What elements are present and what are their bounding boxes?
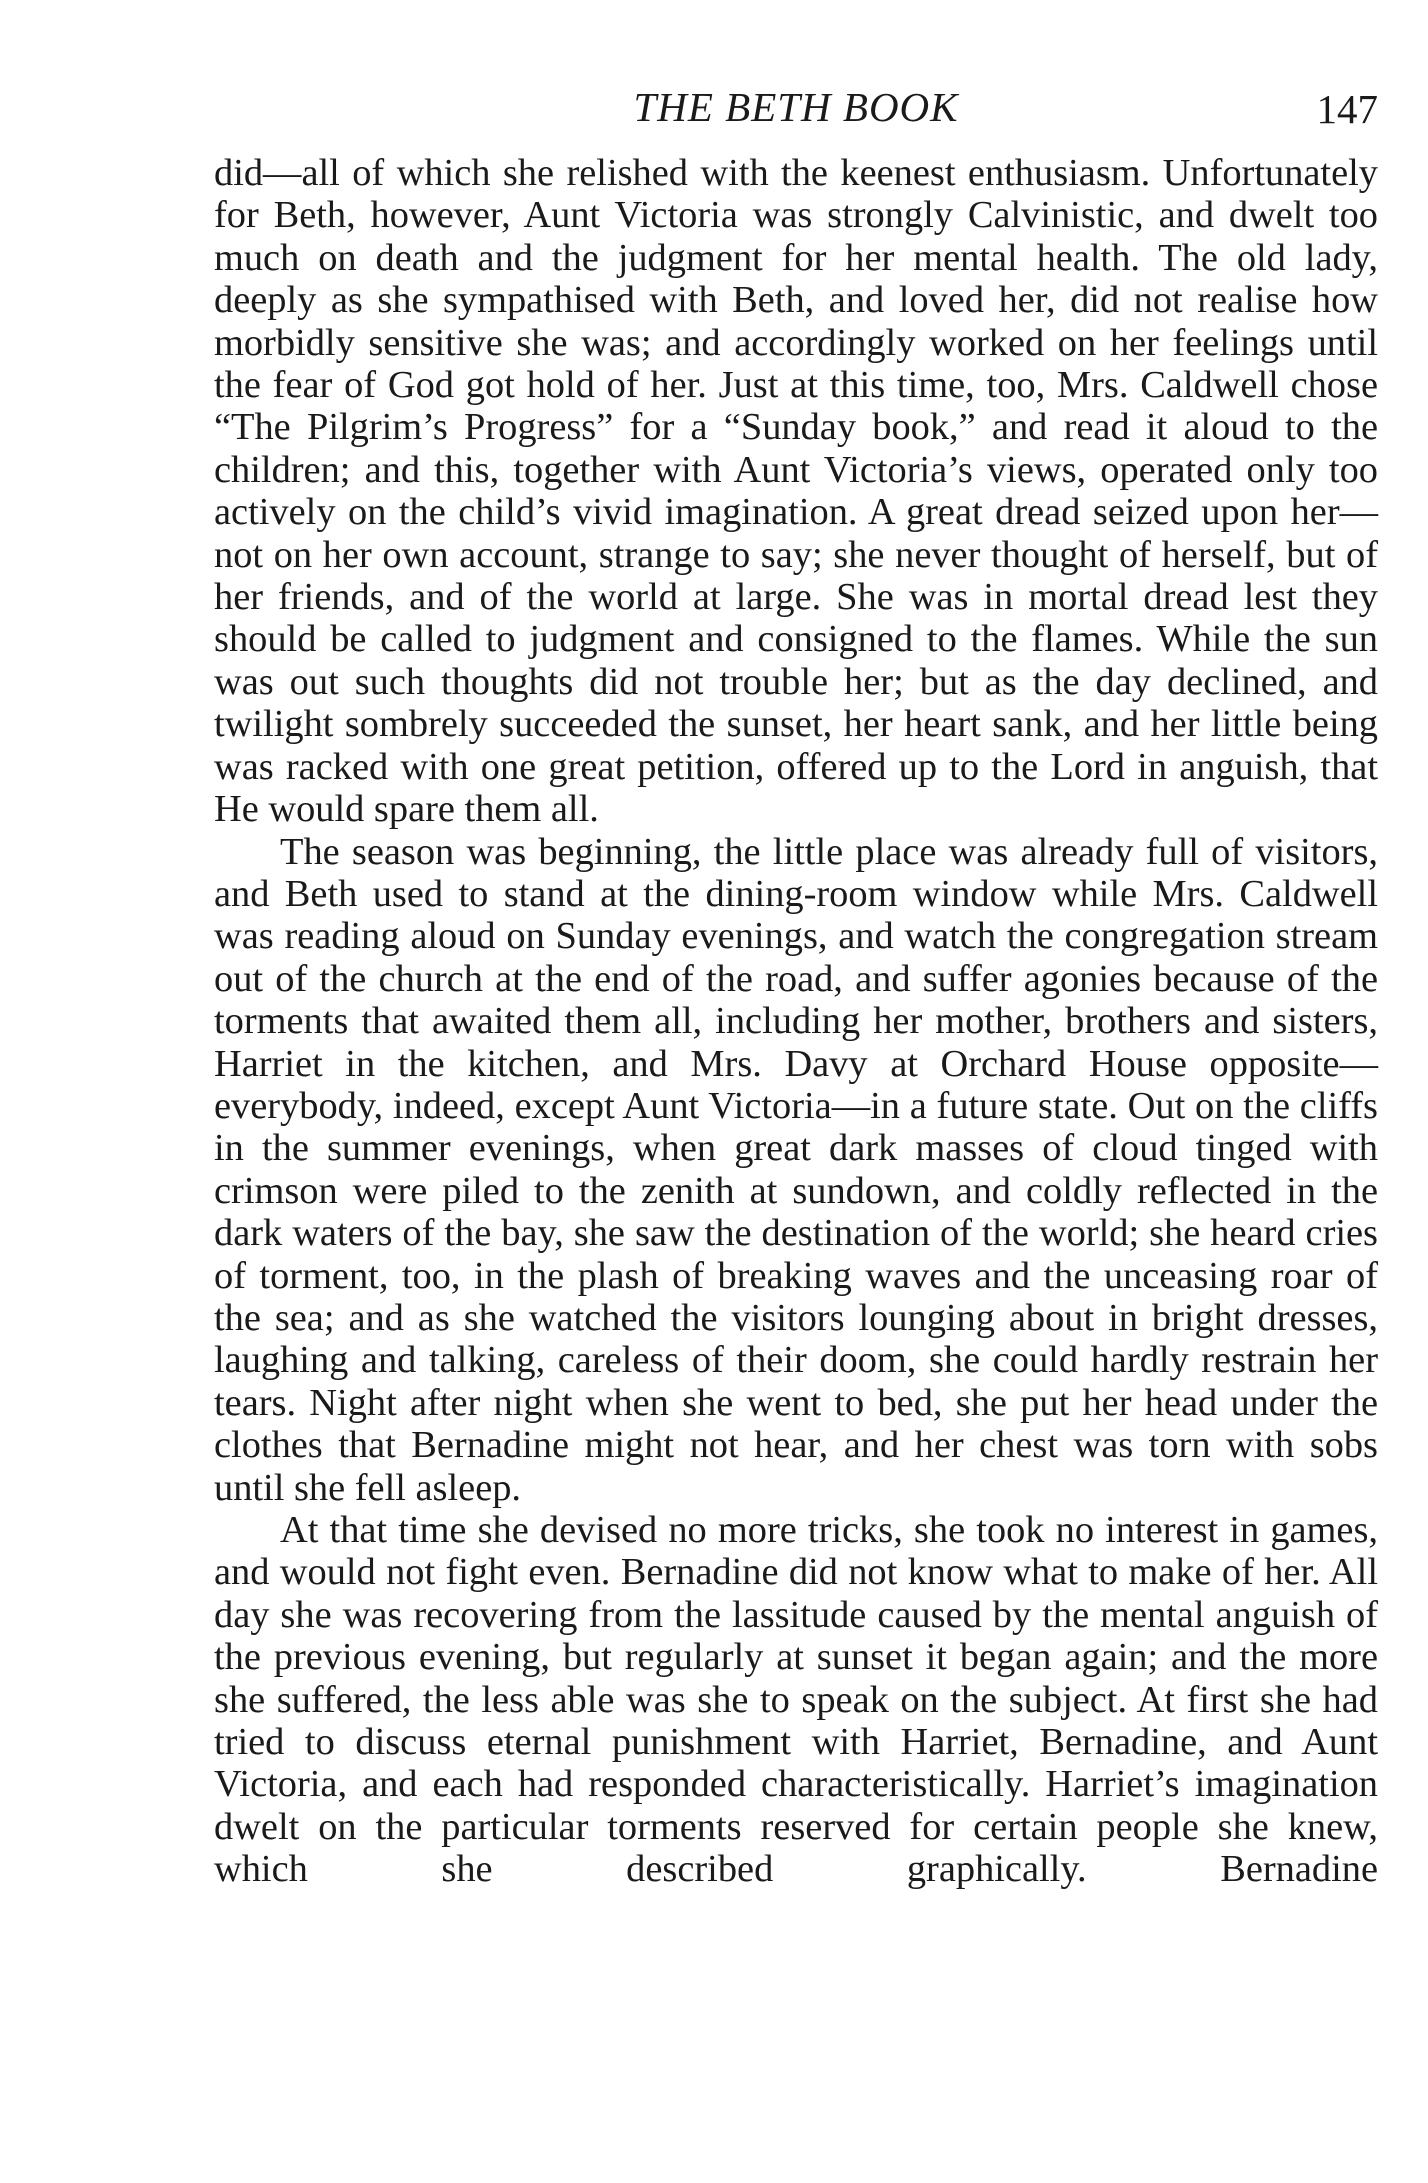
page-number: 147 bbox=[1316, 86, 1378, 132]
page-header bbox=[214, 82, 1378, 132]
paragraph-1: did—all of which she relished with the keenest enthusiasm. Unfortunately for Beth, however, Aunt Victoria was strongly Calvinistic, and dwelt too much on death and the judgment for her mental health. The old lady, deeply as she sympathised with Beth, and loved her, did not realise how morbidly sensitive she was; and accordingly worked on her feelings until the fear of God got hold of her. Just at this time, too, Mrs. Caldwell chose “The Pilgrim’s Progress” for a “Sunday book,” and read it aloud to the children; and this, together with Aunt Victoria’s views, operated only too actively on the child’s vivid imagination. A great dread seized upon her—not on her own account, strange to say; she never thought of herself, but of her friends, and of the world at large. She was in mortal dread lest they should be called to judgment and consigned to the flames. While the sun was out such thoughts did not trouble her; but as the day declined, and twilight sombrely succeeded the sunset, her heart sank, and her little being was racked with one great petition, offered up to the Lord in anguish, that He would spare them all. bbox=[214, 152, 1378, 831]
paragraph-3: At that time she devised no more tricks, she took no interest in games, and would not fight even. Bernadine did not know what to make of her. All day she was recovering from the lassitude caused by the mental anguish of the previous evening, but regularly at sunset it began again; and the more she suffered, the less able was she to speak on the subject. At first she had tried to discuss eternal punishment with Harriet, Bernadine, and Aunt Victoria, and each had responded characteristically. Harriet’s imagination dwelt on the particular torments reserved for certain people she knew, which she described graphically. Bernadine bbox=[214, 1509, 1378, 1891]
paragraph-2: The season was beginning, the little place was already full of visitors, and Beth used to stand at the dining-room window while Mrs. Caldwell was reading aloud on Sunday evenings, and watch the congregation stream out of the church at the end of the road, and suffer agonies because of the torments that awaited them all, including her mother, brothers and sisters, Harriet in the kitchen, and Mrs. Davy at Orchard House opposite—everybody, indeed, except Aunt Victoria—in a future state. Out on the cliffs in the summer evenings, when great dark masses of cloud tinged with crimson were piled to the zenith at sundown, and coldly reflected in the dark waters of the bay, she saw the destination of the world; she heard cries of torment, too, in the plash of breaking waves and the unceasing roar of the sea; and as she watched the visitors lounging about in bright dresses, laughing and talking, careless of their doom, she could hardly restrain her tears. Night after night when she went to bed, she put her head under the clothes that Bernadine might not hear, and her chest was torn with sobs until she fell asleep. bbox=[214, 830, 1378, 1509]
body-text bbox=[214, 152, 1378, 1891]
running-title: THE BETH BOOK bbox=[633, 84, 959, 130]
